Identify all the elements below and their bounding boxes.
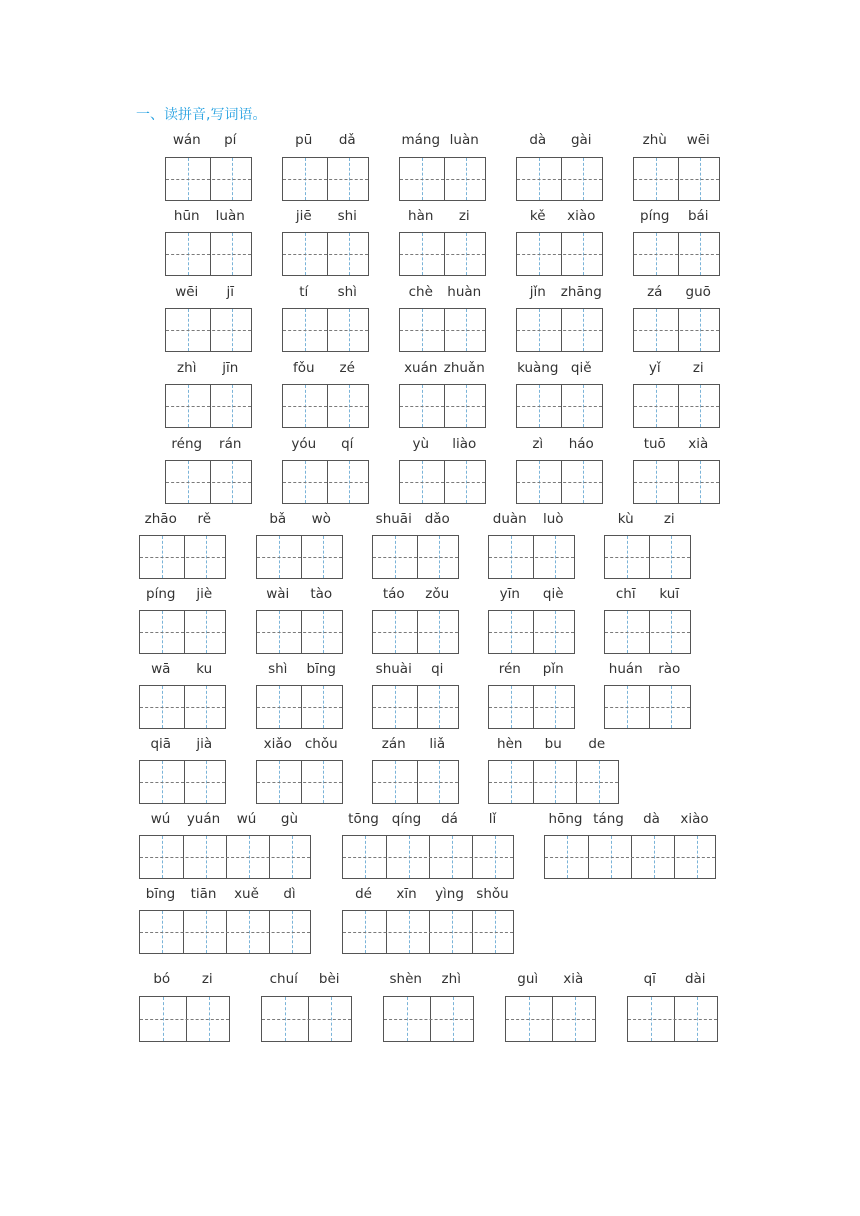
- pinyin-syllable: pǐn: [542, 661, 564, 677]
- pinyin-syllable: qi: [431, 661, 444, 677]
- pinyin-syllable: shǒu: [476, 886, 509, 902]
- pinyin-syllable: luàn: [449, 132, 479, 148]
- pinyin-syllable: liǎ: [429, 736, 446, 752]
- pinyin-syllable: tiān: [190, 886, 217, 902]
- pinyin-syllable: jiē: [295, 208, 312, 224]
- pinyin-syllable: gù: [280, 811, 299, 827]
- pinyin-label: [342, 810, 514, 828]
- pinyin-syllable: yǐ: [648, 360, 661, 376]
- horizontal-guide-line: [257, 632, 342, 633]
- pinyin-syllable: xuán: [404, 360, 438, 376]
- horizontal-guide-line: [605, 707, 690, 708]
- pinyin-label: [399, 207, 486, 225]
- pinyin-syllable: kuī: [659, 586, 680, 602]
- writing-grid[interactable]: [488, 535, 575, 579]
- writing-grid[interactable]: [604, 535, 691, 579]
- horizontal-guide-line: [517, 179, 602, 180]
- pinyin-syllable: dá: [441, 811, 458, 827]
- pinyin-syllable: gài: [570, 132, 592, 148]
- pinyin-label: [139, 660, 226, 678]
- pinyin-syllable: zhāo: [144, 511, 177, 527]
- writing-grid[interactable]: [139, 760, 226, 804]
- pinyin-label: [633, 359, 720, 377]
- pinyin-syllable: chuí: [269, 971, 298, 987]
- writing-grid[interactable]: [139, 910, 311, 954]
- horizontal-guide-line: [489, 632, 574, 633]
- pinyin-syllable: wú: [150, 811, 171, 827]
- writing-grid[interactable]: [282, 308, 369, 352]
- writing-grid[interactable]: [342, 835, 514, 879]
- writing-grid[interactable]: [633, 232, 720, 276]
- pinyin-syllable: huàn: [447, 284, 482, 300]
- writing-grid[interactable]: [165, 232, 252, 276]
- pinyin-syllable: wēi: [175, 284, 199, 300]
- pinyin-label: [165, 207, 252, 225]
- pinyin-syllable: pū: [295, 132, 313, 148]
- writing-grid[interactable]: [516, 232, 603, 276]
- pinyin-syllable: wán: [172, 132, 201, 148]
- writing-grid[interactable]: [139, 610, 226, 654]
- horizontal-guide-line: [400, 254, 485, 255]
- pinyin-syllable: dài: [684, 971, 706, 987]
- writing-grid[interactable]: [139, 996, 230, 1042]
- pinyin-syllable: qī: [643, 971, 656, 987]
- pinyin-label: [627, 970, 718, 988]
- pinyin-syllable: xiào: [680, 811, 709, 827]
- pinyin-syllable: kuàng: [517, 360, 559, 376]
- pinyin-syllable: zi: [201, 971, 213, 987]
- pinyin-label: [165, 131, 252, 149]
- pinyin-label: [488, 735, 619, 753]
- pinyin-syllable: shì: [268, 661, 288, 677]
- horizontal-guide-line: [634, 179, 719, 180]
- pinyin-syllable: zé: [339, 360, 355, 376]
- pinyin-label: [256, 735, 343, 753]
- pinyin-syllable: xiǎo: [263, 736, 292, 752]
- pinyin-syllable: hūn: [173, 208, 200, 224]
- writing-grid[interactable]: [282, 157, 369, 201]
- pinyin-syllable: duàn: [492, 511, 527, 527]
- pinyin-syllable: yuán: [186, 811, 221, 827]
- pinyin-syllable: luò: [542, 511, 564, 527]
- pinyin-label: [139, 970, 230, 988]
- pinyin-syllable: tōng: [348, 811, 379, 827]
- pinyin-syllable: hōng: [548, 811, 583, 827]
- writing-grid[interactable]: [256, 685, 343, 729]
- writing-grid[interactable]: [282, 232, 369, 276]
- writing-grid[interactable]: [399, 460, 486, 504]
- pinyin-label: [516, 283, 603, 301]
- pinyin-label: [282, 359, 369, 377]
- pinyin-label: [372, 510, 459, 528]
- horizontal-guide-line: [400, 482, 485, 483]
- writing-grid[interactable]: [282, 460, 369, 504]
- pinyin-syllable: rào: [658, 661, 681, 677]
- pinyin-syllable: huán: [608, 661, 643, 677]
- horizontal-guide-line: [373, 707, 458, 708]
- pinyin-syllable: bó: [153, 971, 171, 987]
- pinyin-syllable: tuō: [643, 436, 666, 452]
- writing-grid[interactable]: [139, 685, 226, 729]
- horizontal-guide-line: [489, 557, 574, 558]
- pinyin-label: [282, 283, 369, 301]
- pinyin-syllable: jī: [226, 284, 235, 300]
- pinyin-syllable: máng: [401, 132, 441, 148]
- writing-grid[interactable]: [505, 996, 596, 1042]
- pinyin-syllable: fǒu: [292, 360, 315, 376]
- pinyin-syllable: pí: [224, 132, 237, 148]
- pinyin-syllable: rán: [219, 436, 242, 452]
- pinyin-syllable: zǒu: [425, 586, 450, 602]
- pinyin-label: [604, 660, 691, 678]
- pinyin-label: [516, 435, 603, 453]
- horizontal-guide-line: [140, 782, 225, 783]
- horizontal-guide-line: [634, 330, 719, 331]
- pinyin-label: [139, 810, 311, 828]
- horizontal-guide-line: [262, 1019, 351, 1020]
- horizontal-guide-line: [517, 254, 602, 255]
- pinyin-syllable: chǒu: [304, 736, 338, 752]
- pinyin-label: [633, 283, 720, 301]
- pinyin-syllable: xià: [688, 436, 709, 452]
- horizontal-guide-line: [634, 254, 719, 255]
- horizontal-guide-line: [517, 406, 602, 407]
- pinyin-syllable: píng: [640, 208, 670, 224]
- pinyin-syllable: de: [588, 736, 606, 752]
- pinyin-label: [604, 585, 691, 603]
- horizontal-guide-line: [506, 1019, 595, 1020]
- pinyin-syllable: kù: [617, 511, 634, 527]
- pinyin-syllable: zi: [663, 511, 675, 527]
- pinyin-syllable: shuài: [375, 661, 412, 677]
- pinyin-syllable: dì: [283, 886, 296, 902]
- pinyin-syllable: zì: [532, 436, 544, 452]
- writing-grid[interactable]: [256, 610, 343, 654]
- pinyin-syllable: shuāi: [375, 511, 412, 527]
- pinyin-syllable: yīn: [499, 586, 520, 602]
- writing-grid[interactable]: [165, 308, 252, 352]
- pinyin-label: [633, 207, 720, 225]
- writing-grid[interactable]: [372, 685, 459, 729]
- writing-grid[interactable]: [627, 996, 718, 1042]
- horizontal-guide-line: [628, 1019, 717, 1020]
- horizontal-guide-line: [283, 482, 368, 483]
- pinyin-label: [139, 585, 226, 603]
- horizontal-guide-line: [634, 406, 719, 407]
- pinyin-syllable: qíng: [391, 811, 422, 827]
- pinyin-syllable: réng: [171, 436, 203, 452]
- writing-grid[interactable]: [633, 384, 720, 428]
- horizontal-guide-line: [517, 330, 602, 331]
- pinyin-label: [399, 283, 486, 301]
- writing-grid[interactable]: [516, 308, 603, 352]
- writing-grid[interactable]: [399, 308, 486, 352]
- pinyin-label: [399, 435, 486, 453]
- pinyin-syllable: shì: [337, 284, 357, 300]
- pinyin-syllable: jiè: [196, 586, 213, 602]
- horizontal-guide-line: [140, 632, 225, 633]
- pinyin-syllable: yìng: [435, 886, 464, 902]
- pinyin-label: [261, 970, 352, 988]
- horizontal-guide-line: [140, 1019, 229, 1020]
- pinyin-label: [488, 510, 575, 528]
- writing-grid[interactable]: [633, 460, 720, 504]
- pinyin-label: [604, 510, 691, 528]
- pinyin-syllable: qiě: [570, 360, 592, 376]
- pinyin-syllable: qí: [341, 436, 354, 452]
- horizontal-guide-line: [373, 782, 458, 783]
- writing-grid[interactable]: [372, 535, 459, 579]
- pinyin-syllable: tí: [299, 284, 309, 300]
- writing-grid[interactable]: [633, 157, 720, 201]
- pinyin-label: [282, 207, 369, 225]
- pinyin-label: [372, 660, 459, 678]
- writing-grid[interactable]: [372, 760, 459, 804]
- writing-grid[interactable]: [256, 760, 343, 804]
- writing-grid[interactable]: [633, 308, 720, 352]
- horizontal-guide-line: [283, 406, 368, 407]
- pinyin-syllable: dà: [529, 132, 547, 148]
- pinyin-label: [165, 435, 252, 453]
- pinyin-label: [516, 131, 603, 149]
- writing-grid[interactable]: [165, 157, 252, 201]
- writing-grid[interactable]: [342, 910, 514, 954]
- horizontal-guide-line: [140, 857, 310, 858]
- pinyin-label: [633, 131, 720, 149]
- horizontal-guide-line: [634, 482, 719, 483]
- pinyin-syllable: dǎo: [424, 511, 450, 527]
- pinyin-syllable: qiè: [542, 586, 564, 602]
- writing-grid[interactable]: [488, 610, 575, 654]
- pinyin-syllable: qiā: [150, 736, 172, 752]
- pinyin-label: [139, 735, 226, 753]
- pinyin-syllable: lǐ: [488, 811, 497, 827]
- pinyin-syllable: táng: [593, 811, 624, 827]
- horizontal-guide-line: [489, 707, 574, 708]
- pinyin-syllable: wài: [266, 586, 290, 602]
- pinyin-label: [165, 359, 252, 377]
- pinyin-syllable: zhì: [177, 360, 197, 376]
- pinyin-syllable: guì: [517, 971, 539, 987]
- pinyin-syllable: wēi: [686, 132, 710, 148]
- pinyin-syllable: zhāng: [560, 284, 602, 300]
- pinyin-label: [372, 735, 459, 753]
- horizontal-guide-line: [545, 857, 715, 858]
- pinyin-syllable: kě: [529, 208, 546, 224]
- writing-grid[interactable]: [544, 835, 716, 879]
- pinyin-syllable: zhuǎn: [443, 360, 485, 376]
- pinyin-label: [256, 660, 343, 678]
- pinyin-syllable: háo: [568, 436, 594, 452]
- pinyin-label: [488, 585, 575, 603]
- pinyin-syllable: xuě: [234, 886, 259, 902]
- pinyin-label: [139, 885, 311, 903]
- writing-grid[interactable]: [488, 760, 619, 804]
- horizontal-guide-line: [373, 557, 458, 558]
- pinyin-label: [282, 131, 369, 149]
- writing-grid[interactable]: [165, 384, 252, 428]
- pinyin-label: [256, 510, 343, 528]
- pinyin-syllable: guō: [685, 284, 711, 300]
- pinyin-syllable: ku: [196, 661, 213, 677]
- pinyin-label: [372, 585, 459, 603]
- pinyin-syllable: shèn: [389, 971, 422, 987]
- writing-grid[interactable]: [383, 996, 474, 1042]
- pinyin-label: [633, 435, 720, 453]
- horizontal-guide-line: [373, 632, 458, 633]
- pinyin-label: [516, 207, 603, 225]
- pinyin-syllable: luàn: [215, 208, 245, 224]
- horizontal-guide-line: [384, 1019, 473, 1020]
- pinyin-syllable: hàn: [408, 208, 434, 224]
- pinyin-label: [399, 359, 486, 377]
- pinyin-syllable: zá: [647, 284, 663, 300]
- horizontal-guide-line: [283, 179, 368, 180]
- pinyin-syllable: dǎ: [338, 132, 356, 148]
- pinyin-syllable: bèi: [318, 971, 340, 987]
- pinyin-syllable: dà: [643, 811, 660, 827]
- pinyin-syllable: rén: [498, 661, 521, 677]
- horizontal-guide-line: [166, 254, 251, 255]
- pinyin-syllable: bǎ: [269, 511, 287, 527]
- horizontal-guide-line: [166, 406, 251, 407]
- horizontal-guide-line: [400, 330, 485, 331]
- horizontal-guide-line: [283, 330, 368, 331]
- pinyin-syllable: jīn: [222, 360, 239, 376]
- writing-grid[interactable]: [604, 610, 691, 654]
- pinyin-syllable: dé: [355, 886, 372, 902]
- pinyin-syllable: hèn: [497, 736, 523, 752]
- horizontal-guide-line: [283, 254, 368, 255]
- horizontal-guide-line: [605, 557, 690, 558]
- pinyin-label: [383, 970, 474, 988]
- writing-grid[interactable]: [399, 157, 486, 201]
- pinyin-syllable: yóu: [291, 436, 317, 452]
- pinyin-syllable: xīn: [396, 886, 417, 902]
- pinyin-label: [139, 510, 226, 528]
- pinyin-syllable: xià: [563, 971, 584, 987]
- writing-grid[interactable]: [261, 996, 352, 1042]
- writing-grid[interactable]: [516, 460, 603, 504]
- writing-grid[interactable]: [604, 685, 691, 729]
- pinyin-syllable: táo: [382, 586, 405, 602]
- pinyin-syllable: wò: [311, 511, 331, 527]
- writing-grid[interactable]: [139, 535, 226, 579]
- pinyin-syllable: píng: [146, 586, 176, 602]
- pinyin-syllable: zi: [692, 360, 704, 376]
- pinyin-syllable: shi: [337, 208, 357, 224]
- pinyin-syllable: liào: [452, 436, 477, 452]
- writing-grid[interactable]: [165, 460, 252, 504]
- pinyin-syllable: zhù: [642, 132, 667, 148]
- writing-grid[interactable]: [399, 232, 486, 276]
- pinyin-syllable: jǐn: [529, 284, 546, 300]
- horizontal-guide-line: [400, 406, 485, 407]
- writing-grid[interactable]: [139, 835, 311, 879]
- pinyin-label: [544, 810, 716, 828]
- horizontal-guide-line: [166, 179, 251, 180]
- horizontal-guide-line: [257, 782, 342, 783]
- writing-grid[interactable]: [256, 535, 343, 579]
- pinyin-syllable: jià: [196, 736, 213, 752]
- pinyin-label: [256, 585, 343, 603]
- horizontal-guide-line: [140, 932, 310, 933]
- horizontal-guide-line: [489, 782, 618, 783]
- writing-grid[interactable]: [516, 157, 603, 201]
- pinyin-label: [165, 283, 252, 301]
- pinyin-label: [488, 660, 575, 678]
- pinyin-syllable: wā: [151, 661, 171, 677]
- horizontal-guide-line: [605, 632, 690, 633]
- horizontal-guide-line: [343, 857, 513, 858]
- pinyin-syllable: tào: [310, 586, 333, 602]
- pinyin-syllable: chī: [615, 586, 636, 602]
- horizontal-guide-line: [517, 482, 602, 483]
- pinyin-syllable: rě: [197, 511, 212, 527]
- horizontal-guide-line: [343, 932, 513, 933]
- horizontal-guide-line: [140, 557, 225, 558]
- pinyin-syllable: bu: [544, 736, 562, 752]
- pinyin-syllable: wú: [236, 811, 257, 827]
- writing-grid[interactable]: [516, 384, 603, 428]
- pinyin-label: [399, 131, 486, 149]
- pinyin-syllable: zi: [458, 208, 470, 224]
- horizontal-guide-line: [257, 557, 342, 558]
- pinyin-syllable: xiào: [567, 208, 596, 224]
- pinyin-label: [282, 435, 369, 453]
- pinyin-label: [516, 359, 603, 377]
- pinyin-syllable: bīng: [306, 661, 336, 677]
- writing-grid[interactable]: [282, 384, 369, 428]
- horizontal-guide-line: [257, 707, 342, 708]
- writing-grid[interactable]: [372, 610, 459, 654]
- horizontal-guide-line: [140, 707, 225, 708]
- horizontal-guide-line: [166, 330, 251, 331]
- pinyin-syllable: bái: [687, 208, 709, 224]
- horizontal-guide-line: [400, 179, 485, 180]
- pinyin-syllable: zhì: [441, 971, 461, 987]
- pinyin-syllable: yù: [412, 436, 430, 452]
- writing-grid[interactable]: [399, 384, 486, 428]
- section-title: 一、读拼音,写词语。: [136, 107, 267, 123]
- writing-grid[interactable]: [488, 685, 575, 729]
- pinyin-syllable: bīng: [145, 886, 176, 902]
- horizontal-guide-line: [166, 482, 251, 483]
- pinyin-syllable: chè: [408, 284, 433, 300]
- pinyin-label: [342, 885, 514, 903]
- pinyin-syllable: zán: [381, 736, 406, 752]
- pinyin-label: [505, 970, 596, 988]
